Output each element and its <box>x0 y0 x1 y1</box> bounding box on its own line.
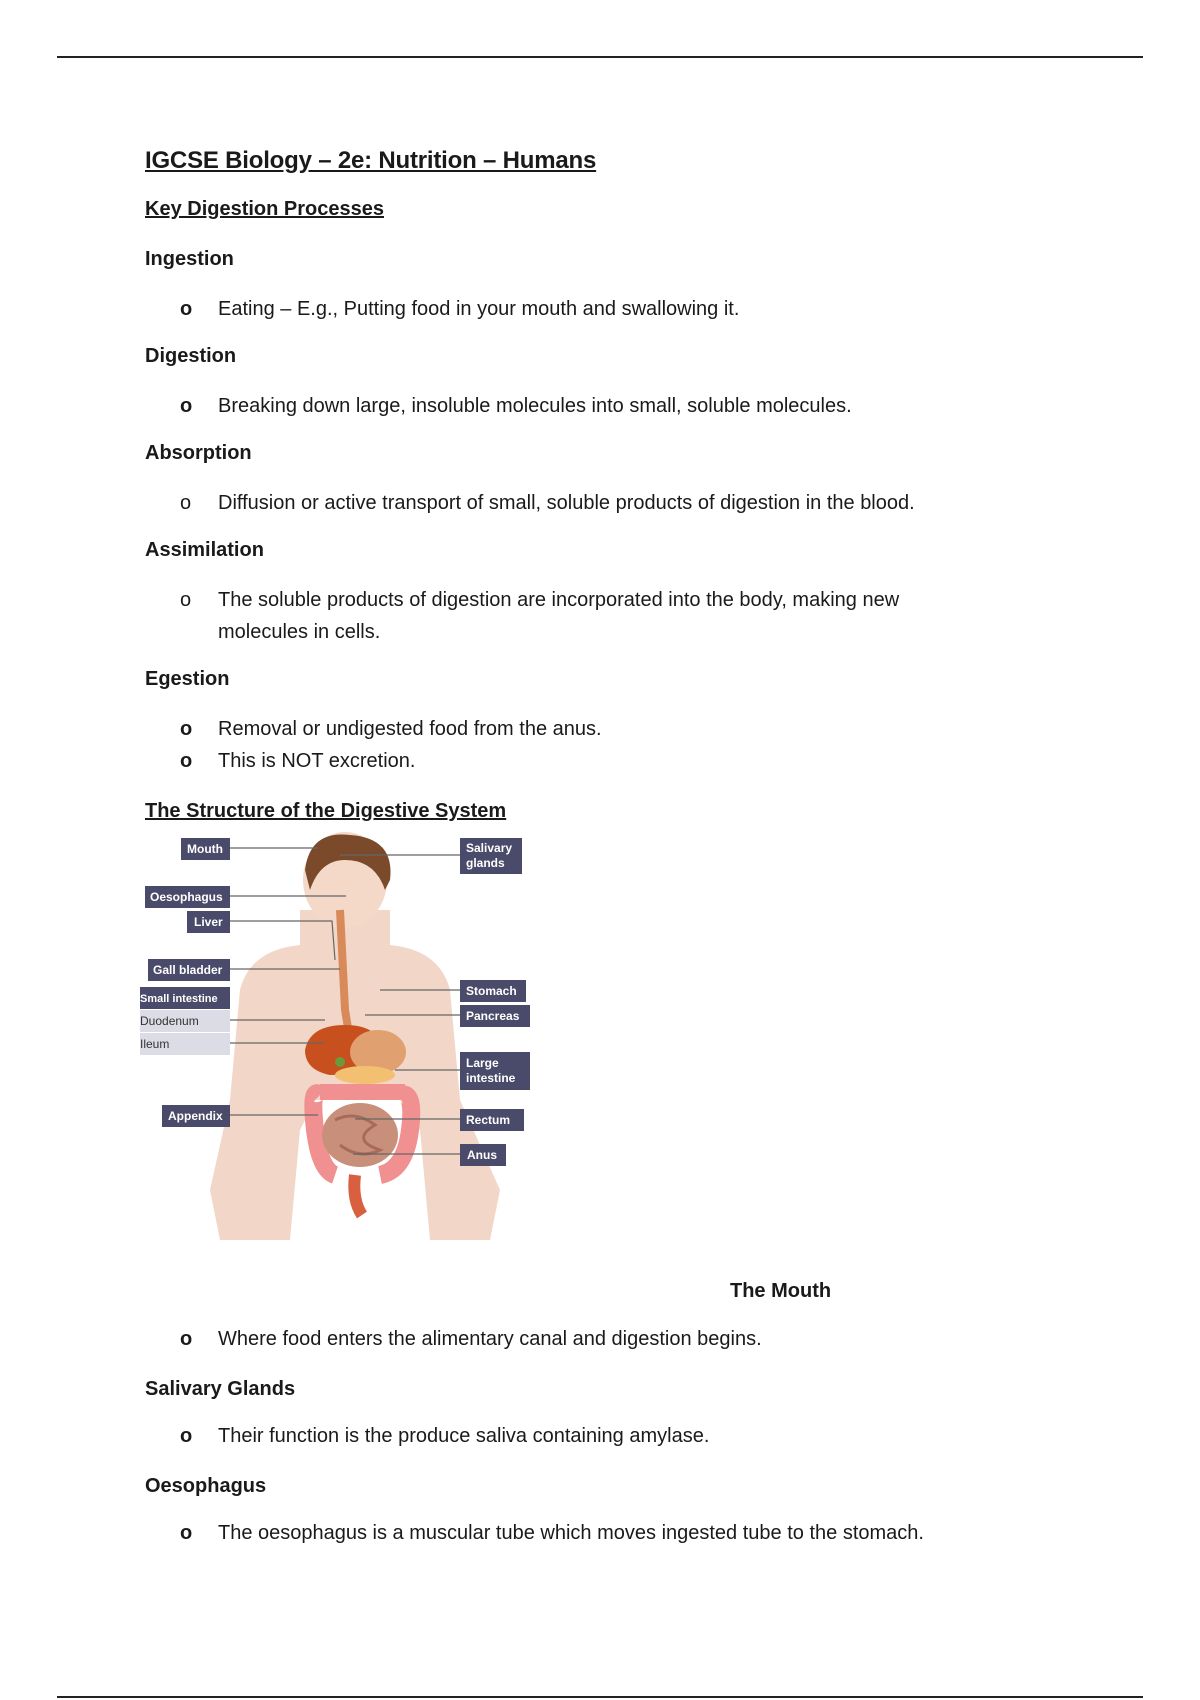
egestion-bullet-1 <box>180 713 1040 745</box>
bullet-marker: o <box>180 718 193 740</box>
bullet-text: Breaking down large, insoluble molecules into small, soluble molecules. <box>218 395 852 417</box>
right-labels <box>460 838 530 1166</box>
bullet-text: This is NOT excretion. <box>218 750 416 772</box>
label-large: Large <box>466 1056 499 1070</box>
bullet-text: Eating – E.g., Putting food in your mouth and swallowing it. <box>218 298 740 320</box>
bullet-text: Diffusion or active transport of small, soluble products of digestion in the blood. <box>218 492 915 514</box>
label-intestine: intestine <box>466 1071 516 1085</box>
label-salivary: Salivary <box>466 841 513 855</box>
bullet-marker: o <box>180 492 192 514</box>
ingestion-heading: Ingestion <box>145 248 234 270</box>
label-ileum: Ileum <box>140 1037 170 1051</box>
label-small-intestine: Small intestine <box>140 993 218 1005</box>
bullet-marker: o <box>180 395 193 417</box>
bullet-marker: o <box>180 1425 193 1447</box>
egestion-heading: Egestion <box>145 668 230 690</box>
label-glands: glands <box>466 856 505 870</box>
bullet-text: The oesophagus is a muscular tube which moves ingested tube to the stomach. <box>218 1522 924 1544</box>
label-gall-bladder: Gall bladder <box>153 963 223 977</box>
oesophagus-heading: Oesophagus <box>145 1475 267 1497</box>
label-mouth: Mouth <box>187 842 223 856</box>
bullet-text: Their function is the produce saliva containing amylase. <box>218 1425 710 1447</box>
label-duodenum: Duodenum <box>140 1014 199 1028</box>
absorption-heading: Absorption <box>145 442 252 464</box>
bullet-marker: o <box>180 589 192 611</box>
assimilation-bullet <box>180 584 980 648</box>
ingestion-bullet <box>180 293 1040 325</box>
assimilation-heading: Assimilation <box>145 539 264 561</box>
salivary-glands-heading: Salivary Glands <box>145 1378 296 1400</box>
egestion-bullet-2 <box>180 745 1040 777</box>
bullet-text: Where food enters the alimentary canal and digestion begins. <box>218 1328 762 1350</box>
absorption-bullet <box>180 487 1040 519</box>
page-title: IGCSE Biology – 2e: Nutrition – Humans <box>145 147 597 174</box>
bullet-marker: o <box>180 1328 193 1350</box>
label-appendix: Appendix <box>168 1109 223 1123</box>
mouth-bullet <box>180 1323 1040 1355</box>
label-rectum: Rectum <box>466 1113 511 1127</box>
mouth-heading: The Mouth <box>730 1280 832 1302</box>
salivary-glands-bullet <box>180 1420 1040 1452</box>
digestive-system-diagram <box>140 830 580 1270</box>
digestion-bullet <box>180 390 1040 422</box>
bullet-text: Removal or undigested food from the anus. <box>218 718 602 740</box>
bottom-rule <box>57 1696 1143 1698</box>
bullet-marker: o <box>180 1522 193 1544</box>
key-processes-heading: Key Digestion Processes <box>145 198 384 220</box>
label-pancreas: Pancreas <box>466 1009 520 1023</box>
digestion-heading: Digestion <box>145 345 237 367</box>
bullet-marker: o <box>180 750 193 772</box>
left-labels <box>140 838 230 1127</box>
bullet-text: The soluble products of digestion are incorporated into the body, making new molecules in cells. <box>218 589 900 643</box>
oesophagus-bullet <box>180 1517 1040 1549</box>
label-liver: Liver <box>194 915 223 929</box>
label-oesophagus: Oesophagus <box>150 890 223 904</box>
structure-heading: The Structure of the Digestive System <box>145 800 507 822</box>
bullet-marker: o <box>180 298 193 320</box>
label-stomach: Stomach <box>466 984 517 998</box>
label-anus: Anus <box>467 1148 497 1162</box>
